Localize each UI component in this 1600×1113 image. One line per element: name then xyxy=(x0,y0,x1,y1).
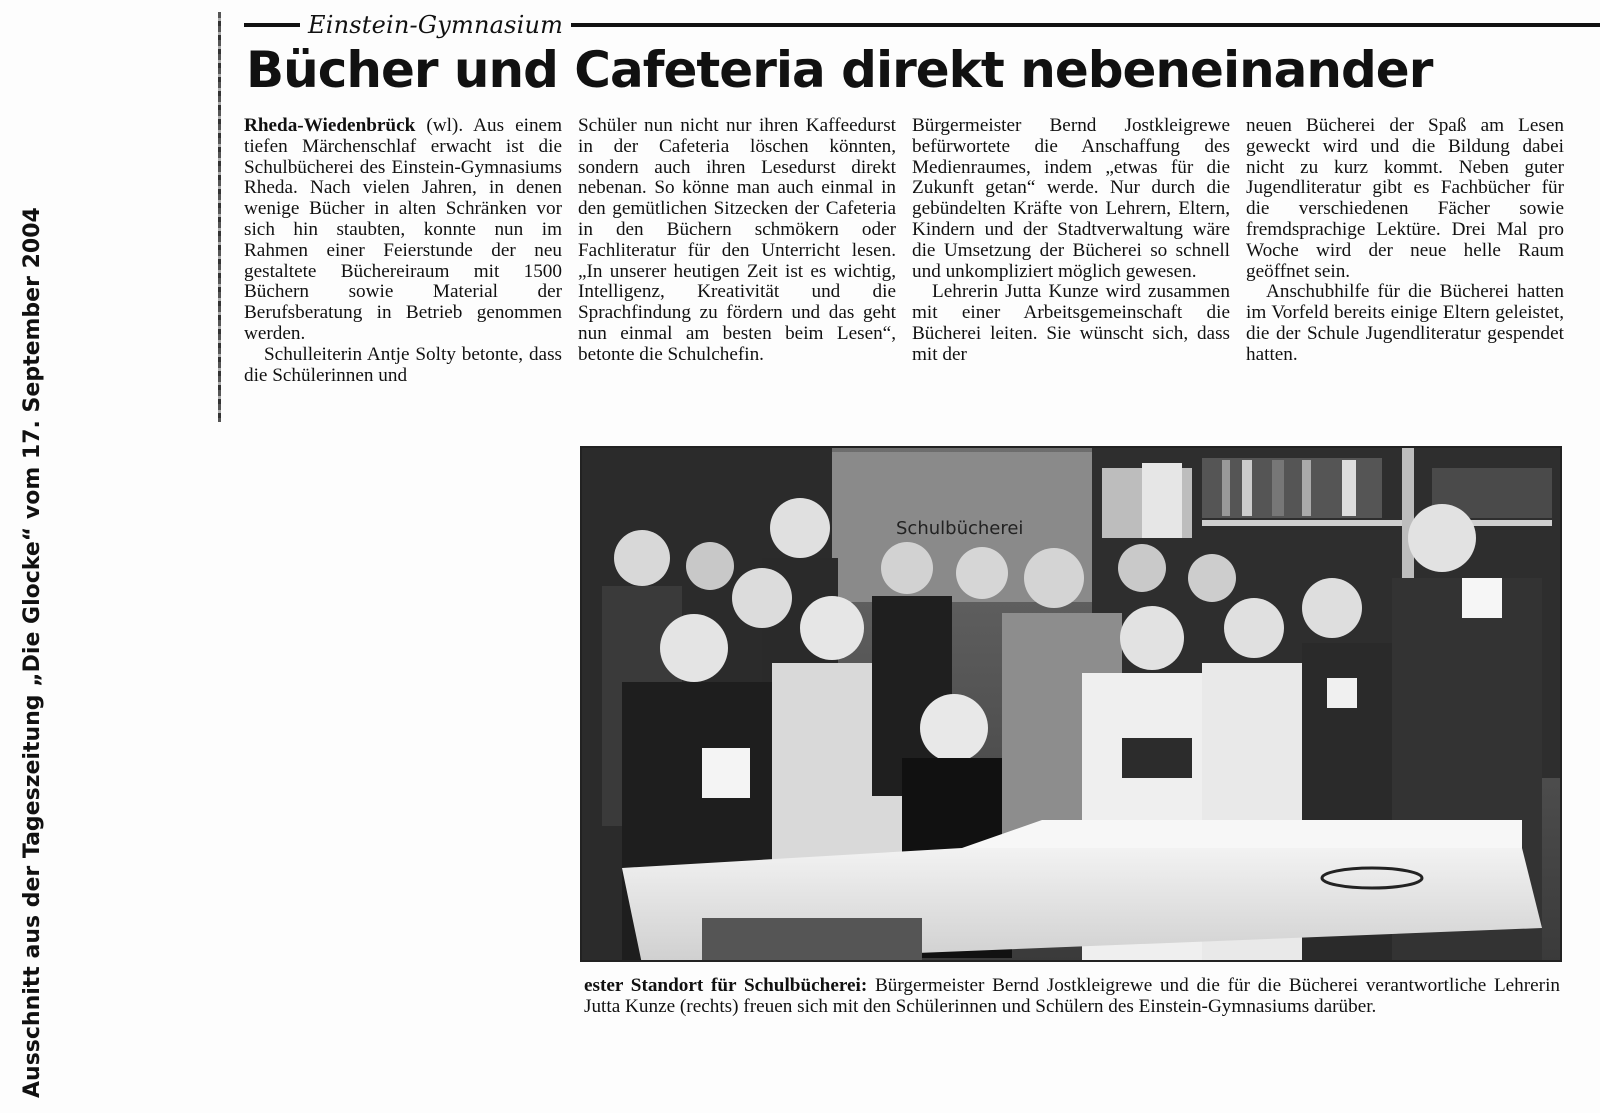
article-column-3 xyxy=(912,116,1230,366)
kicker-rule xyxy=(571,23,1600,27)
paragraph xyxy=(578,116,896,366)
paragraph-text: Lehrerin Jutta Kunze wird zusammen mit einer Arbeitsgemeinschaft die Bücherei leiten. Sie wünscht sich, dass mit der xyxy=(912,281,1230,365)
photo-caption xyxy=(584,976,1560,1018)
paragraph xyxy=(912,282,1230,365)
paragraph-text: Schüler nun nicht nur ihren Kaffeedurst in der Cafeteria löschen könnten, sondern auch ihren Lesedurst direkt nebenan. So könne man auch einmal in den gemütlichen Sitzecken der Cafeteria in den Büchern schmökern oder Fachliteratur für den Unterricht lesen. „In unserer heutigen Zeit ist es wichtig, Intelligenz, Kreativität und die Sprachfindung zu fördern und das geht nun einmal am besten beim Lesen“, betonte die Schulchefin. xyxy=(578,115,896,365)
paragraph xyxy=(1246,116,1564,282)
caption-text: Bürgermeister Bernd Jostkleigrewe und die für die Bücherei verantwortliche Lehrerin Jutta Kunze (rechts) freuen sich mit den Schülerinnen und Schülern des Einstein-Gymnasiums darüber. xyxy=(584,975,1560,1017)
paragraph xyxy=(912,116,1230,282)
headline: Bücher und Cafeteria direkt nebeneinander xyxy=(246,41,1433,99)
paragraph xyxy=(244,116,562,345)
kicker-row xyxy=(244,10,1600,40)
paragraph-text: Anschubhilfe für die Bücherei hatten im Vorfeld bereits einige Eltern geleistet, die der Schule Jugendliteratur gespendet hatten. xyxy=(1246,281,1564,365)
photo-illustration xyxy=(582,448,1562,962)
margin-rule xyxy=(218,12,221,422)
kicker: Einstein-Gymnasium xyxy=(308,11,564,39)
article-column-4 xyxy=(1246,116,1564,366)
article-column-2 xyxy=(578,116,896,366)
caption-lead: ester Standort für Schulbücherei: xyxy=(584,975,868,996)
paragraph xyxy=(1246,282,1564,365)
paragraph-text: (wl). Aus einem tiefen Märchenschlaf erwacht ist die Schulbücherei des Einstein-Gymnasiums Rheda. Nach vielen Jahren, in denen wenige Bücher in alten Schränken vor sich hin staubten, konnte nun im Rahmen einer Feierstunde der neu gestaltete Büchereiraum mit 1500 Büchern sowie Material der Berufsberatung in Betrieb genommen werden. xyxy=(244,115,562,344)
paragraph-text: neuen Bücherei der Spaß am Lesen geweckt wird und die Bildung dabei nicht zu kurz kommt. Neben guter Jugendliteratur gibt es Fachbücher für die verschiedenen Fächer sowie fremdsprachige Lektüre. Drei Mal pro Woche wird der neue helle Raum geöffnet sein. xyxy=(1246,115,1564,282)
paragraph-text: Schulleiterin Antje Solty betonte, dass die Schülerinnen und xyxy=(244,343,562,386)
paragraph-text: Bürgermeister Bernd Jostkleigrewe befürwortete die Anschaffung des Medienraumes, indem „etwas für die Zukunft getan“ werde. Nur durch die gebündelten Kräfte von Lehrern, Eltern, Kindern und der Stadtverwaltung wäre die Umsetzung der Bücherei so schnell und unkompliziert möglich gewesen. xyxy=(912,115,1230,282)
article-column-1 xyxy=(244,116,562,386)
kicker-dash xyxy=(244,23,300,27)
dateline: Rheda-Wiedenbrück xyxy=(244,115,416,136)
group-photo xyxy=(580,446,1562,962)
paragraph xyxy=(244,345,562,387)
photo-sign-text: Schulbücherei xyxy=(896,518,1024,539)
side-caption: Ausschnitt aus der Tageszeitung „Die Glocke“ vom 17. September 2004 xyxy=(20,207,45,1098)
